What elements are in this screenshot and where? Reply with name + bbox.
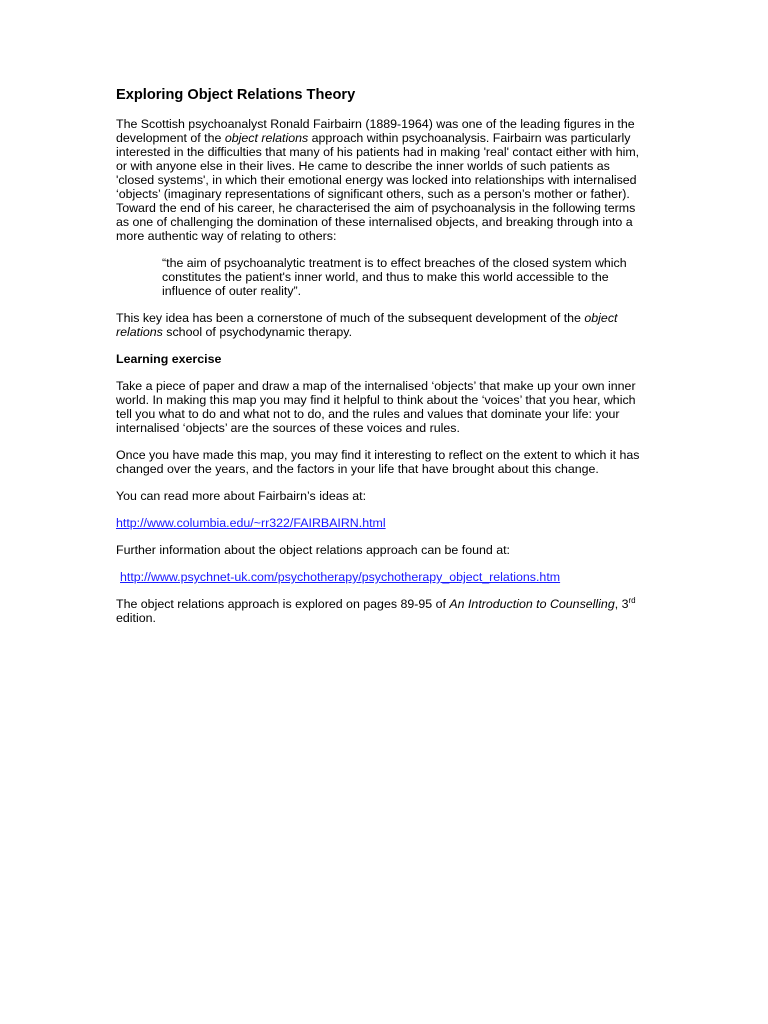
book-text-start: The object relations approach is explored on pages 89-95 of bbox=[116, 597, 450, 611]
fairbairn-link[interactable]: http://www.columbia.edu/~rr322/FAIRBAIRN.html bbox=[116, 516, 386, 530]
cornerstone-paragraph bbox=[116, 311, 646, 339]
exercise-paragraph: Take a piece of paper and draw a map of the internalised ‘objects’ that make up your own inner world. In making this map you may find it helpful to think about the ‘voices’ that you hear, which tell you what to do and what not to do, and the rules and values that dominate your life: your internalised ‘objects’ are the sources of these voices and rules. bbox=[116, 379, 636, 435]
further-info-paragraph: Further information about the object relations approach can be found at: bbox=[116, 543, 510, 557]
document-body bbox=[116, 86, 646, 638]
ordinal-suffix: rd bbox=[628, 595, 636, 605]
cornerstone-text-start: This key idea has been a cornerstone of much of the subsequent development of the bbox=[116, 311, 585, 325]
book-edition-number: , 3 bbox=[614, 597, 629, 611]
intro-paragraph bbox=[116, 117, 646, 243]
intro-text-start: The Scottish psychoanalyst Ronald Fairbairn (1889-1964) was one of the leading figures in the development of the bbox=[116, 117, 635, 145]
fairbairn-quote: “the aim of psychoanalytic treatment is to effect breaches of the closed system which constitutes the patient's inner world, and thus to make this world accessible to the influence of outer reality”. bbox=[162, 256, 627, 298]
read-more-paragraph: You can read more about Fairbairn’s ideas at: bbox=[116, 489, 367, 503]
book-title: An Introduction to Counselling bbox=[449, 597, 615, 611]
link2-paragraph bbox=[116, 570, 646, 584]
intro-italic-term: object relations bbox=[224, 131, 309, 145]
exercise-heading: Learning exercise bbox=[116, 352, 222, 366]
intro-text-end: approach within psychoanalysis. Fairbairn was particularly interested in the difficulties that many of his patients had in making 'real' contact either with him, or with anyone else in their lives. He came to describe the inner worlds of such patients as 'closed systems', in which their emotional energy was locked into relationships with internalised ‘objects’ (imaginary representations of significant others, such as a person’s mother or father). Toward the end of his career, he characterised the aim of psychoanalysis in the following terms as one of challenging the domination of these internalised objects, and breaking through into a more authentic way of relating to others: bbox=[116, 131, 640, 243]
psychnet-link[interactable]: http://www.psychnet-uk.com/psychotherapy/psychotherapy_object_relations.htm bbox=[120, 570, 561, 584]
book-reference-paragraph bbox=[116, 597, 646, 625]
link1-paragraph bbox=[116, 516, 646, 530]
reflection-paragraph: Once you have made this map, you may find it interesting to reflect on the extent to which it has changed over the years, and the factors in your life that have brought about this change. bbox=[116, 448, 640, 476]
page-title: Exploring Object Relations Theory bbox=[116, 87, 356, 103]
cornerstone-text-end: school of psychodynamic therapy. bbox=[162, 325, 353, 339]
cornerstone-italic-term: object relations bbox=[116, 311, 618, 339]
book-edition-word: edition. bbox=[116, 611, 156, 625]
